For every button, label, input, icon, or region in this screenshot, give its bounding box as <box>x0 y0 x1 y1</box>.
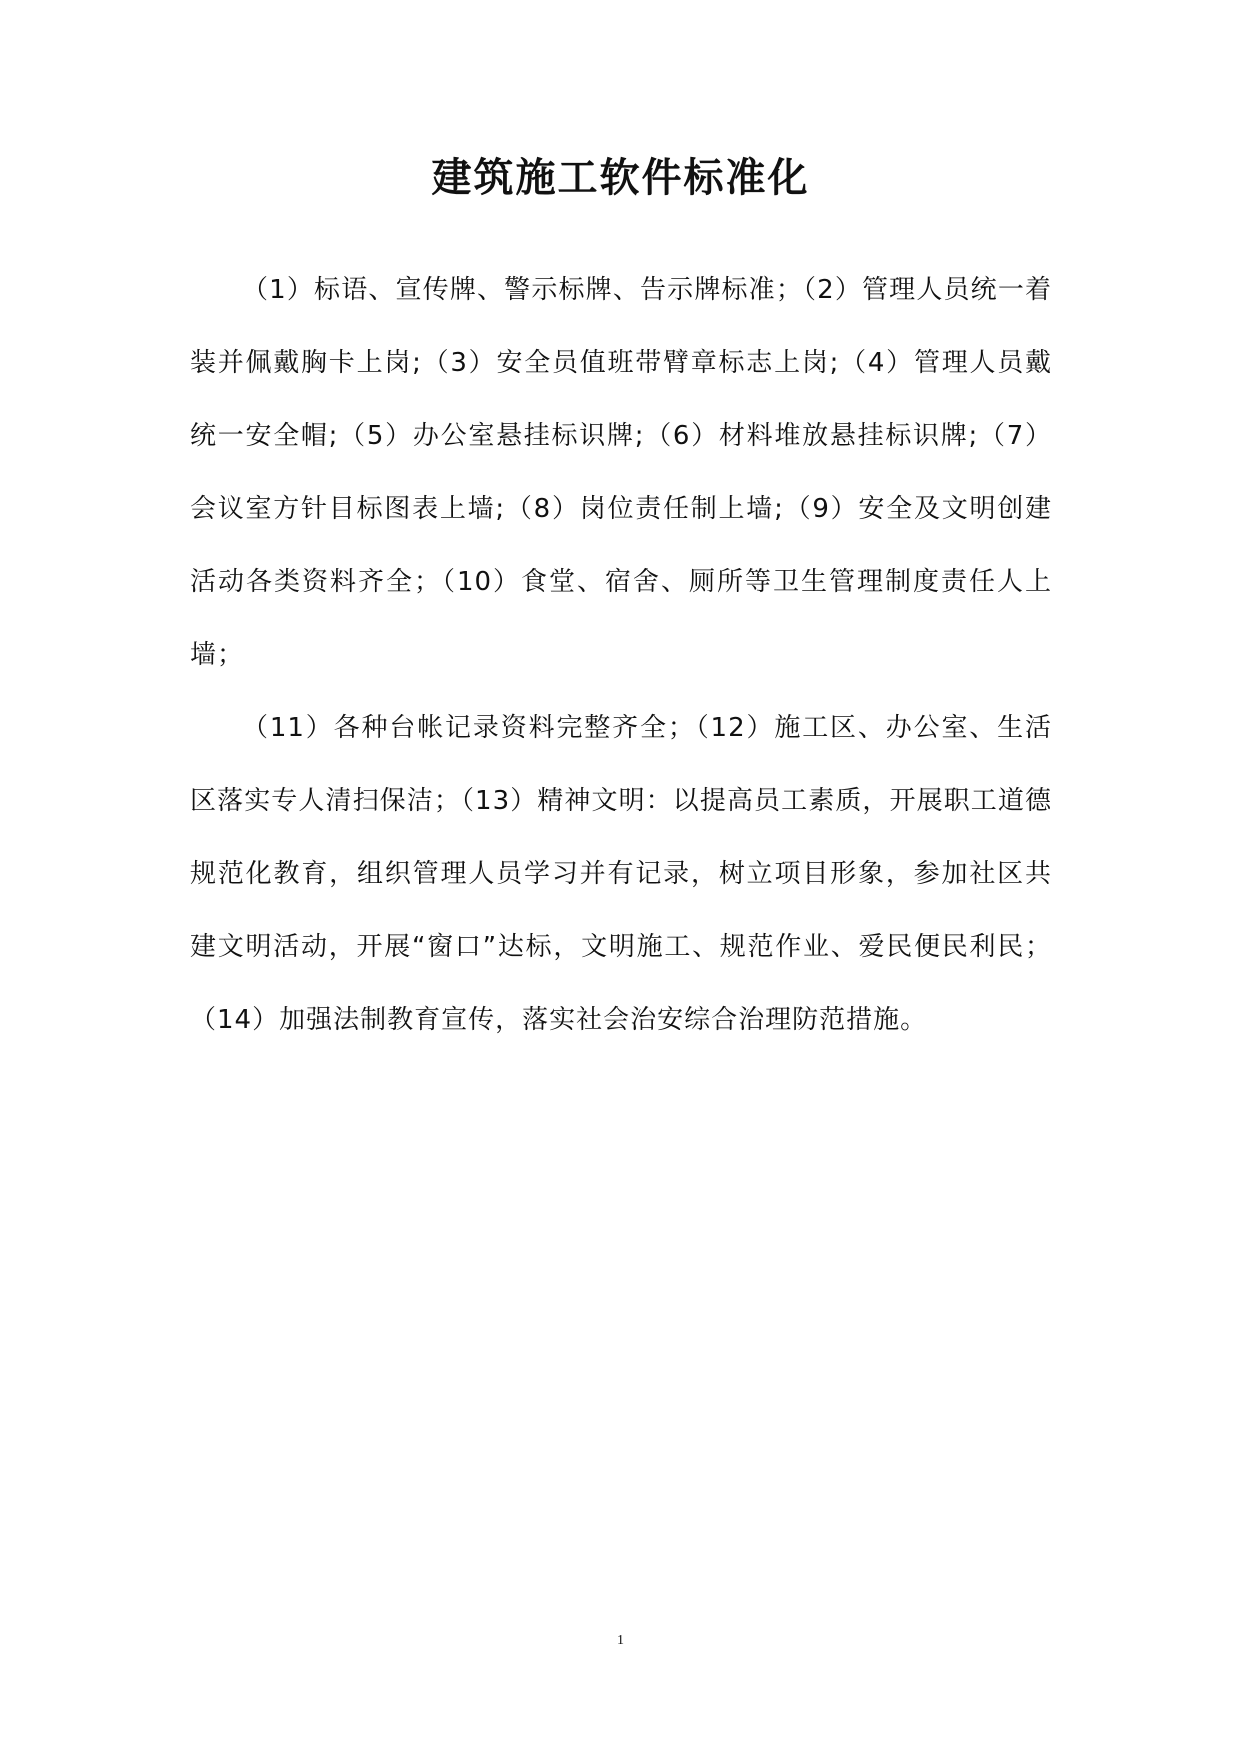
document-title: 建筑施工软件标准化 <box>431 154 810 201</box>
paragraph-2: （11）各种台帐记录资料完整齐全；（12）施工区、办公室、生活区落实专人清扫保洁；（13）精神文明：以提高员工素质，开展职工道德规范化教育，组织管理人员学习并有记录，树立项目形象，参加社区共建文明活动，开展“窗口”达标，文明施工、规范作业、爱民便民利民；（14）加强法制教育宣传，落实社会治安综合治理防范措施。 <box>190 713 1052 1035</box>
paragraph-1: （1）标语、宣传牌、警示标牌、告示牌标准；（2）管理人员统一着装并佩戴胸卡上岗;（3）安全员值班带臂章标志上岗;（4）管理人员戴统一安全帽;（5）办公室悬挂标识牌;（6）材料堆放悬挂标识牌;（7）会议室方针目标图表上墙;（8）岗位责任制上墙;（9）安全及文明创建活动各类资料齐全；（10）食堂、宿舍、厕所等卫生管理制度责任人上墙； <box>190 275 1052 670</box>
page-number: 1 <box>617 1633 624 1648</box>
document-body <box>190 254 1052 1057</box>
